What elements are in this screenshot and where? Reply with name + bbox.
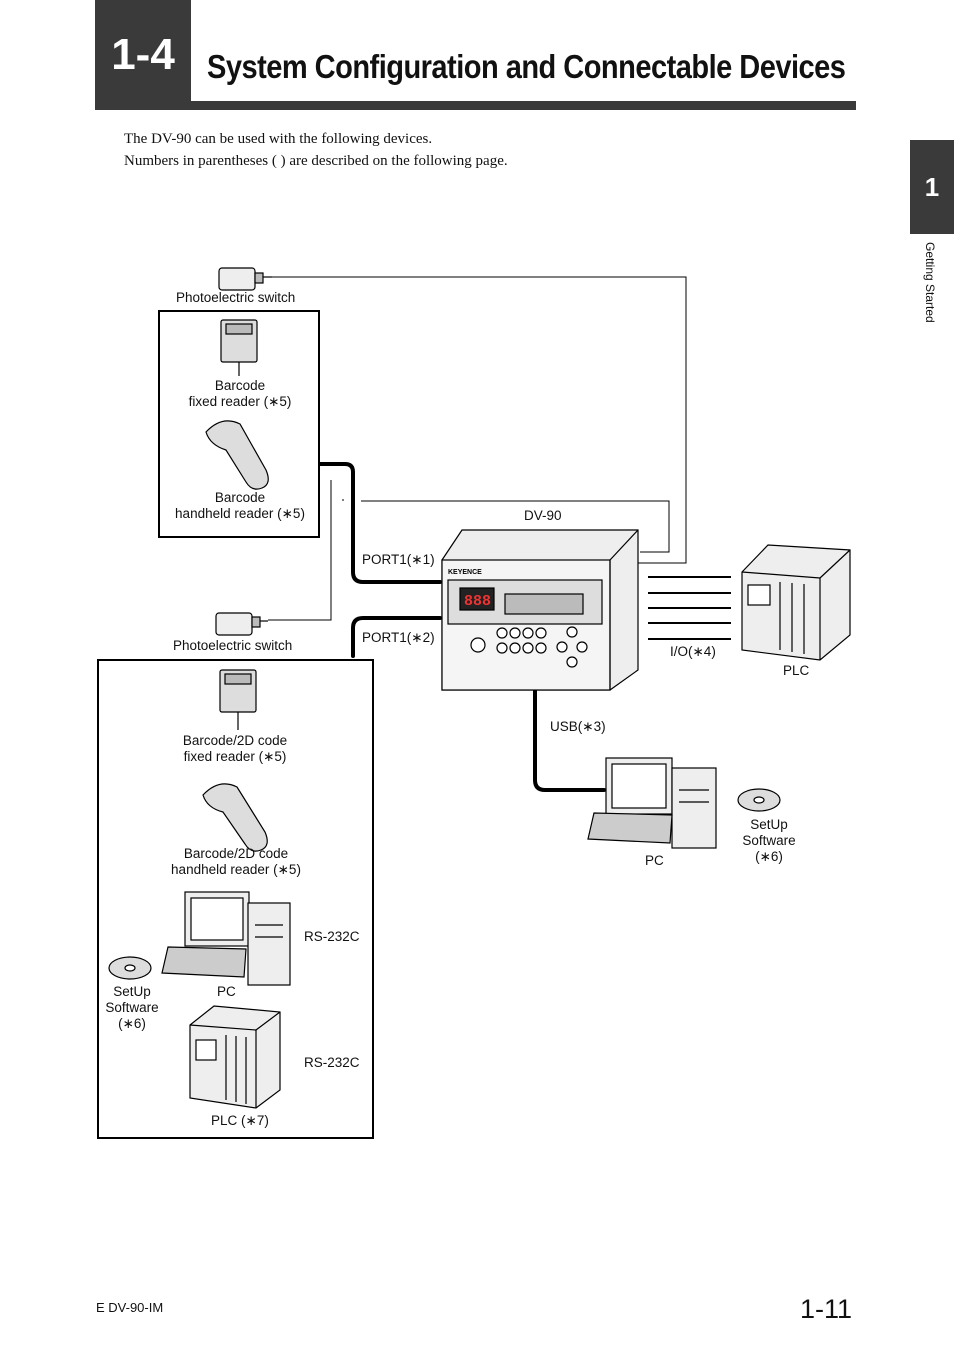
label-line: Barcode [214,490,266,505]
label-line: (∗6) [755,849,783,864]
device-brand: KEYENCE [448,569,482,576]
handheld-reader-icon [203,784,267,851]
plc-icon [190,1006,280,1108]
chapter-tab: 1 [910,140,954,234]
label-line: fixed reader (∗5) [188,394,292,409]
photoelectric-switch-icon [219,268,272,290]
label-line: SetUp [113,984,151,999]
label-line: Barcode/2D code [183,846,289,861]
label-line: Barcode/2D code [182,733,288,748]
code2d-fixed-reader-label [165,733,305,765]
chapter-label: Getting Started [923,242,937,323]
document-id: E DV-90-IM [96,1300,164,1315]
pc-label: PC [645,853,664,868]
page-number: 1-11 [800,1294,853,1324]
setup-software-label [100,984,164,1032]
code2d-handheld-reader-label [161,846,311,878]
usb-label: USB(∗3) [550,719,606,734]
device-display: 888 [464,593,492,610]
label-line: handheld reader (∗5) [175,506,305,521]
intro-line-1: The DV-90 can be used with the following devices. [124,131,433,147]
plc-label: PLC [783,663,810,678]
pc-label: PC [217,984,236,999]
label-line: Software [105,1000,159,1015]
barcode-fixed-reader-label [180,378,300,410]
label-line: (∗6) [118,1016,146,1031]
label-line: fixed reader (∗5) [183,749,287,764]
fixed-reader-icon [220,670,256,730]
rs232c-label: RS-232C [304,929,360,944]
pc-icon [162,892,290,985]
rs232c-label: RS-232C [304,1055,360,1070]
page-title: System Configuration and Connectable Devices [207,48,846,85]
label-line: Barcode [214,378,266,393]
plc-label: PLC (∗7) [211,1113,269,1128]
label-line: SetUp [750,817,788,832]
handheld-reader-icon [206,421,268,489]
photoelectric-switch-icon [216,613,268,635]
label-line: Software [742,833,796,848]
intro-line-2: Numbers in parentheses ( ) are described on the following page. [124,153,508,169]
photoelectric-switch-label: Photoelectric switch [176,290,296,305]
dv90-device [442,530,638,690]
label-line: handheld reader (∗5) [171,862,301,877]
io-lines [648,577,731,639]
cd-icon [738,789,780,811]
fixed-reader-icon [221,320,257,376]
cd-icon [109,957,151,979]
photoelectric-switch-label: Photoelectric switch [173,638,293,653]
setup-software-label [737,817,801,865]
port1-1-label: PORT1(∗1) [362,552,435,567]
pc-icon [588,758,716,848]
barcode-handheld-reader-label [165,490,315,522]
dv90-label: DV-90 [524,508,562,523]
plc-icon [742,545,850,660]
io-label: I/O(∗4) [670,644,716,659]
section-number: 1-4 [95,0,191,110]
port1-2-label: PORT1(∗2) [362,630,435,645]
